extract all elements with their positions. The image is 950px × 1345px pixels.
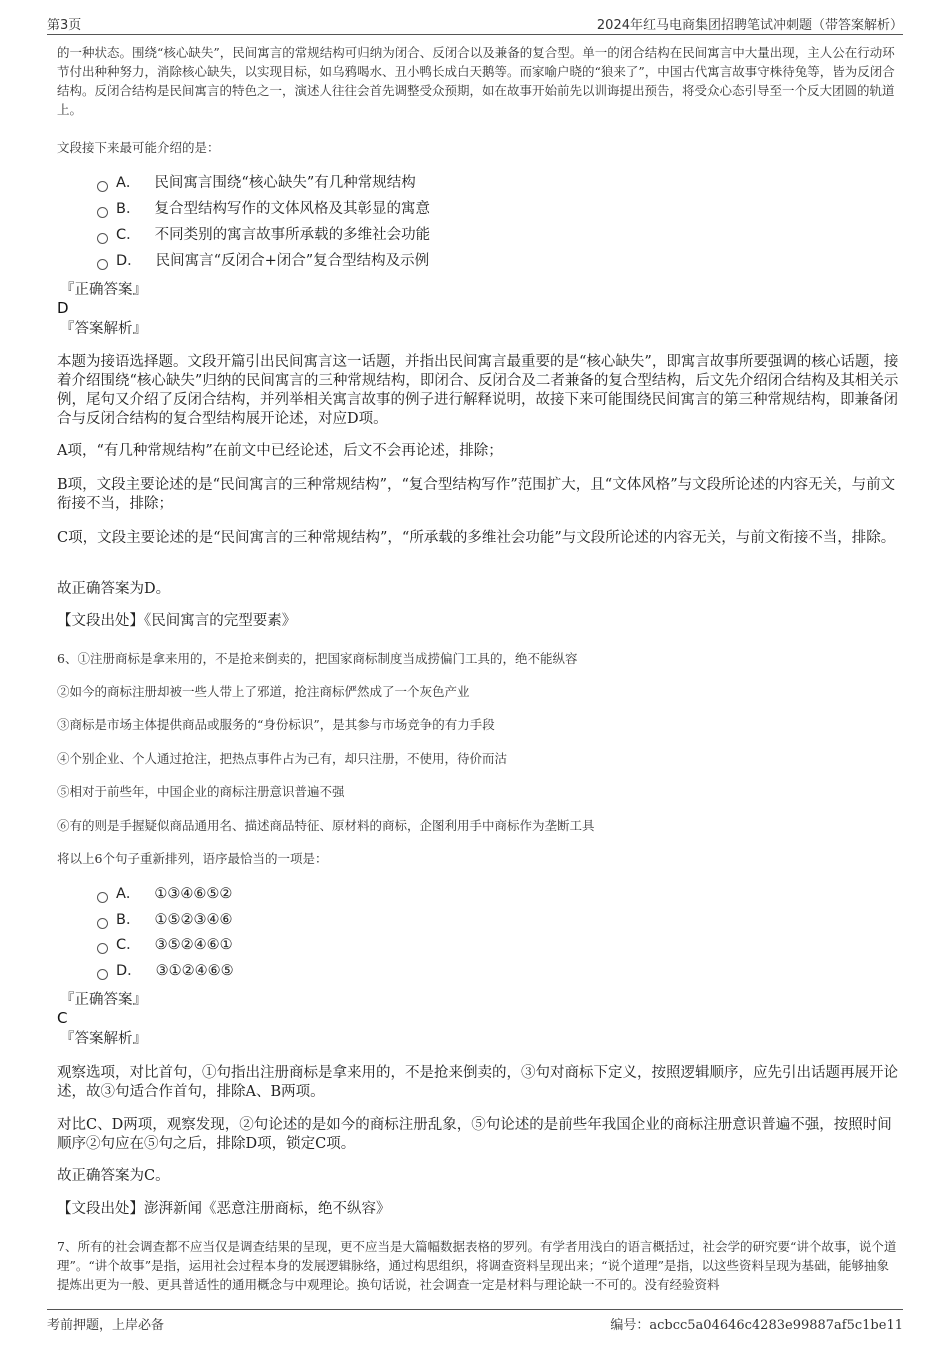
q6-answer-label: 『正确答案』 xyxy=(60,992,147,1008)
q5-analysis-label: 『答案解析』 xyxy=(60,321,147,337)
footer-slogan: 考前押题，上岸必备 xyxy=(47,1318,165,1333)
radio-icon[interactable] xyxy=(97,233,108,244)
q6-source: 【文段出处】澎湃新闻《恶意注册商标，绝不纵容》 xyxy=(57,1201,391,1217)
q6-option-c[interactable]: C． ③⑤②④⑥① xyxy=(97,935,233,955)
document-title: 2024年红马电商集团招聘笔试冲刺题（带答案解析） xyxy=(596,18,903,33)
q6-question: 将以上6个句子重新排列，语序最恰当的一项是： xyxy=(57,851,328,866)
radio-icon[interactable] xyxy=(97,181,108,192)
q5-analysis-a: A项，“有几种常规结构”在前文中已经论述，后文不会再论述，排除； xyxy=(57,443,503,459)
header-divider xyxy=(47,34,903,35)
q6-answer: C xyxy=(57,1009,68,1027)
q5-analysis-main: 本题为接语选择题。文段开篇引出民间寓言这一话题，并指出民间寓言最重要的是“核心缺失”，即寓言故事所要强调的核心话题，接着介绍围绕“核心缺失”归纳的民间寓言的三种常规结构，即闭合、反闭合及二者兼备的复合型结构，后文先介绍闭合结构及其相关示例，尾句又介绍了反闭合结构，并列举相关寓言故事的例子进行解释说明，故接下来可能围绕民间寓言的第三种常规结构，即兼备闭合与反闭合结构的复合型结构展开论述，对应D项。 xyxy=(57,354,899,427)
q5-answer-label: 『正确答案』 xyxy=(60,282,147,298)
radio-icon[interactable] xyxy=(97,969,108,980)
radio-icon[interactable] xyxy=(97,918,108,929)
q6-analysis-second: 对比C、D两项，观察发现，②句论述的是如今的商标注册乱象，⑤句论述的是前些年我国企业的商标注册意识普遍不强，按照时间顺序②句应在⑤句之后，排除D项，锁定C项。 xyxy=(57,1117,892,1152)
q5-option-a[interactable]: A． 民间寓言围绕“核心缺失”有几种常规结构 xyxy=(97,173,416,193)
q5-source: 【文段出处】《民间寓言的完型要素》 xyxy=(57,613,297,629)
q5-question: 文段接下来最可能介绍的是： xyxy=(57,140,220,155)
q6-sentence-2: ②如今的商标注册却被一些人带上了邪道，抢注商标俨然成了一个灰色产业 xyxy=(57,684,470,699)
q5-analysis-c: C项，文段主要论述的是“民间寓言的三种常规结构”，“所承载的多维社会功能”与文段所论述的内容无关，与前文衔接不当，排除。 xyxy=(57,530,896,546)
page-header xyxy=(47,14,903,34)
page-footer xyxy=(47,1314,903,1334)
q5-answer: D xyxy=(57,299,69,317)
q6-analysis-first: 观察选项，对比首句，①句指出注册商标是拿来用的，不是抢来倒卖的，③句对商标下定义，按照逻辑顺序，应先引出话题再展开论述，故③句适合作首句，排除A、B两项。 xyxy=(57,1065,898,1100)
footer-divider xyxy=(47,1309,903,1310)
radio-icon[interactable] xyxy=(97,259,108,270)
q6-analysis-label: 『答案解析』 xyxy=(60,1031,147,1047)
q6-sentence-1: 6、①注册商标是拿来用的，不是抢来倒卖的，把国家商标制度当成捞偏门工具的，绝不能纵容 xyxy=(57,651,578,666)
q6-option-d[interactable]: D． ③①②④⑥⑤ xyxy=(97,961,234,981)
q6-option-b[interactable]: B． ①⑤②③④⑥ xyxy=(97,910,232,930)
q6-sentence-4: ④个别企业、个人通过抢注，把热点事件占为己有，却只注册，不使用，待价而沽 xyxy=(57,751,508,766)
q5-conclusion: 故正确答案为D。 xyxy=(57,581,171,597)
q5-passage: 的一种状态。围绕“核心缺失”，民间寓言的常规结构可归纳为闭合、反闭合以及兼备的复合型。单一的闭合结构在民间寓言中大量出现，主人公在行动环节付出种种努力，消除核心缺失，以实现目标，如乌鸦喝水、丑小鸭长成白天鹅等。而家喻户晓的“狼来了”，中国古代寓言故事守株待兔等，皆为反闭合结构。反闭合结构是民间寓言的特色之一，演述人往往会首先调整受众预期，如在故事开始前先以训诲提出预告，将受众心态引导至一个反大团圆的轨道上。 xyxy=(57,45,895,117)
radio-icon[interactable] xyxy=(97,892,108,903)
q6-conclusion: 故正确答案为C。 xyxy=(57,1168,170,1184)
q5-option-c[interactable]: C． 不同类别的寓言故事所承载的多维社会功能 xyxy=(97,225,430,245)
q5-option-b[interactable]: B． 复合型结构写作的文体风格及其彰显的寓意 xyxy=(97,199,430,219)
q5-analysis-b: B项，文段主要论述的是“民间寓言的三种常规结构”，“复合型结构写作”范围扩大，且“文体风格”与文段所论述的内容无关，与前文衔接不当，排除； xyxy=(57,477,896,512)
radio-icon[interactable] xyxy=(97,943,108,954)
q7-passage: 7、所有的社会调查都不应当仅是调查结果的呈现，更不应当是大篇幅数据表格的罗列。有学者用浅白的语言概括过，社会学的研究要“讲个故事，说个道理”。“讲个故事”是指，运用社会过程本身的发展逻辑脉络，通过构思组织，将调查资料呈现出来；“说个道理”是指，以这些资料呈现为基础，能够抽象提炼出更为一般、更具普适性的通用概念与中观理论。换句话说，社会调查一定是材料与理论缺一不可的。没有经验资料 xyxy=(57,1239,897,1292)
q6-sentence-5: ⑤相对于前些年，中国企业的商标注册意识普遍不强 xyxy=(57,784,345,799)
page-number: 第3页 xyxy=(47,18,82,33)
q6-option-a[interactable]: A． ①③④⑥⑤② xyxy=(97,884,232,904)
q6-sentence-3: ③商标是市场主体提供商品或服务的“身份标识”，是其参与市场竞争的有力手段 xyxy=(57,717,495,732)
q5-option-d[interactable]: D． 民间寓言“反闭合+闭合”复合型结构及示例 xyxy=(97,251,429,271)
q6-sentence-6: ⑥有的则是手握疑似商品通用名、描述商品特征、原材料的商标，企图利用手中商标作为垄断工具 xyxy=(57,818,595,833)
radio-icon[interactable] xyxy=(97,207,108,218)
document-code: 编号：acbcc5a04646c4283e99887af5c1be11 xyxy=(610,1318,903,1333)
